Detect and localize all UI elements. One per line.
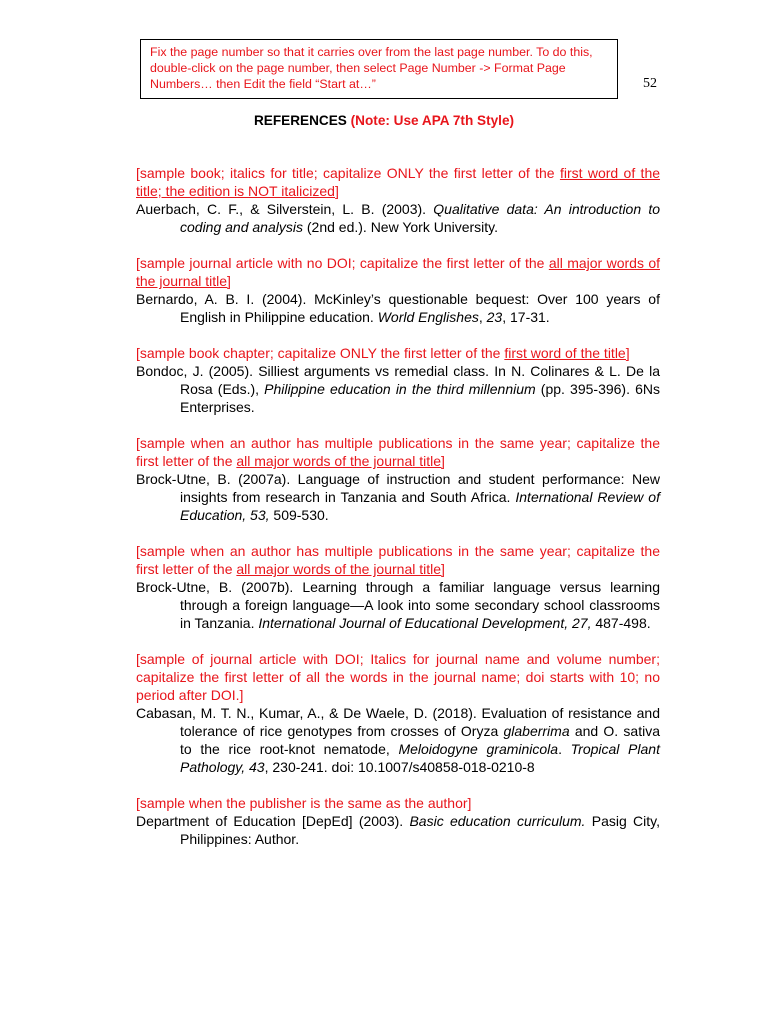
- note-text: [sample of journal article with DOI; Italics for journal name and volume number; capitalize the first letter of all the words in the journal name; doi starts with 10; no period after DOI.]: [136, 651, 660, 703]
- citation-italic-title: Philippine education in the third millennium: [264, 381, 536, 397]
- note-text: [sample when an author has multiple publications in the same year; capitalize the first letter of the: [136, 435, 660, 469]
- instruction-text: Fix the page number so that it carries over from the last page number. To do this, double-click on the page number, then select Page Number -> Format Page Numbers… then Edit the field “Start at…”: [150, 45, 593, 91]
- references-heading: [0, 113, 768, 128]
- citation-text: (2nd ed.). New York University.: [302, 219, 499, 235]
- note-underlined-text: all major words of the journal title]: [236, 453, 445, 469]
- citation-italic-journal: International Journal of Educational Development, 27,: [258, 615, 592, 631]
- heading-title: REFERENCES: [253, 113, 351, 128]
- citation-text: Pasig City, Philippines: Author.: [180, 813, 661, 847]
- reference-entry: [136, 650, 660, 776]
- reference-entry: [136, 542, 660, 632]
- citation-italic-volume: 23: [486, 309, 503, 325]
- citation-text: , 17-31.: [502, 309, 550, 325]
- citation-text: , 230-241. doi: 10.1007/s40858-018-0210-8: [264, 759, 535, 775]
- note-text: [sample when the publisher is the same as the author]: [136, 795, 472, 811]
- note-text: [sample journal article with no DOI; capitalize the first letter of the: [136, 255, 549, 271]
- citation-text: (pp. 395-396). 6Ns Enterprises.: [180, 381, 660, 415]
- citation-text: 487-498.: [591, 615, 651, 631]
- citation-italic-journal: International Review of Education, 53,: [180, 489, 660, 523]
- reference-citation: [136, 200, 660, 236]
- reference-citation: [136, 812, 660, 848]
- reference-entry: [136, 434, 660, 524]
- citation-text: Department of Education [DepEd] (2003).: [136, 813, 410, 829]
- reference-citation: [136, 362, 660, 416]
- page-number[interactable]: 52: [643, 76, 657, 91]
- reference-citation: [136, 470, 660, 524]
- sample-note: [136, 164, 660, 200]
- note-underlined-text: all major words of the journal title]: [136, 255, 660, 289]
- sample-note: [136, 650, 660, 704]
- note-text: [sample book chapter; capitalize ONLY the first letter of the: [136, 345, 505, 361]
- citation-text: Auerbach, C. F., & Silverstein, L. B. (2003).: [136, 201, 434, 217]
- reference-entry: [136, 794, 660, 848]
- citation-text: .: [558, 741, 571, 757]
- reference-entry: [136, 164, 660, 236]
- sample-note: [136, 794, 660, 812]
- note-text: [sample book; italics for title; capitalize ONLY the first letter of the: [136, 165, 560, 181]
- note-underlined-text: first word of the title; the edition is NOT italicized]: [136, 165, 661, 199]
- citation-italic-species: glaberrima: [503, 723, 570, 739]
- citation-italic-journal: Tropical Plant Pathology, 43: [180, 741, 660, 775]
- citation-text: Brock-Utne, B. (2007a). Language of instruction and student performance: New insights from research in Tanzania and South Africa.: [136, 471, 660, 505]
- citation-text: 509-530.: [269, 507, 329, 523]
- sample-note: [136, 344, 660, 362]
- note-text: [sample when an author has multiple publications in the same year; capitalize the first letter of the: [136, 543, 660, 577]
- heading-style-note: (Note: Use APA 7th Style): [350, 113, 515, 128]
- reference-citation: [136, 290, 660, 326]
- citation-text: Cabasan, M. T. N., Kumar, A., & De Waele, D. (2018). Evaluation of resistance and tolerance of rice genotypes from crosses of Oryza: [136, 705, 660, 739]
- citation-text: Bernardo, A. B. I. (2004). McKinley’s questionable bequest: Over 100 years of English in Philippine education.: [136, 291, 660, 325]
- citation-italic-title: Basic education curriculum.: [409, 813, 586, 829]
- sample-note: [136, 434, 660, 470]
- reference-entry: [136, 254, 660, 326]
- references-list: [136, 164, 660, 866]
- sample-note: [136, 542, 660, 578]
- reference-citation: [136, 704, 660, 776]
- note-underlined-text: all major words of the journal title]: [236, 561, 445, 577]
- citation-italic-title: Qualitative data: An introduction to coding and analysis: [180, 201, 660, 235]
- note-underlined-text: first word of the title]: [504, 345, 630, 361]
- citation-text: and O. sativa to the rice root-knot nematode,: [180, 723, 660, 757]
- citation-text: Brock-Utne, B. (2007b). Learning through a familiar language versus learning through a foreign language—A look into some secondary school classrooms in Tanzania.: [136, 579, 660, 631]
- sample-note: [136, 254, 660, 290]
- reference-citation: [136, 578, 660, 632]
- citation-italic-species: Meloidogyne graminicola: [398, 741, 559, 757]
- citation-text: ,: [478, 309, 487, 325]
- page-number-instruction-box: [140, 39, 618, 99]
- reference-entry: [136, 344, 660, 416]
- citation-text: Bondoc, J. (2005). Silliest arguments vs remedial class. In N. Colinares & L. De la Rosa (Eds.),: [136, 363, 660, 397]
- citation-italic-journal: World Englishes: [377, 309, 479, 325]
